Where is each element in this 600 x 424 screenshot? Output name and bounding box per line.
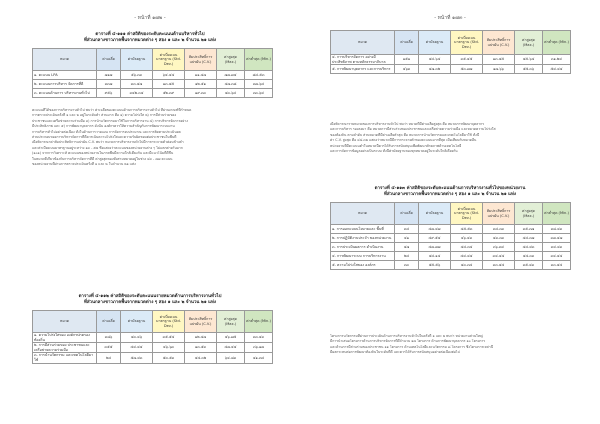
value-cell: ๓๕๕: [97, 343, 121, 353]
column-header: ค่าเฉลี่ย: [97, 311, 121, 333]
value-cell: ๓๓: [395, 261, 419, 270]
paragraph-line: และการบริหาร รองลงมา คือ หมวดการมีส่วนร่วมของประชาชนและเครือข่ายความร่วมมือ และหมวดความโปร่งใส: [330, 127, 496, 132]
value-cell: ๔๗.๓๒: [419, 65, 451, 74]
value-cell: ๔๔.๔๔: [121, 343, 153, 353]
paragraph-line: โครงการนวัตกรรมที่ผ่านการประเมินด้านการบริหารงานทั่วไปในครั้งที่ ๑ และ ๒ พบว่า หน่วยงานส่วนใหญ่: [330, 334, 483, 338]
stats-table: [32, 48, 273, 98]
value-cell: ๑๑.๔๗: [185, 71, 217, 80]
paragraph-line: การตรวจประเมินครั้งที่ ๑ และ ๒ อยู่ในระดับต่ำ ส่วนมาก คือ ๑) ความโปร่งใส ๒) การมีส่วนร่วมของ: [32, 113, 177, 118]
value-cell: ๗๗.๗๔: [217, 71, 245, 80]
row-label-cell: ๑. การออกแบบนโยบายและ พื้นที่: [331, 225, 395, 234]
paragraph-line: ของท้องถิ่น ตามลำดับ ส่วนหมวดที่มีค่าเฉลี่ยต่ำสุด คือ หมวดการนำนวัตกรรมและเทคโนโลยีมาใช้ ทั้งนี้: [330, 132, 480, 137]
column-header: ค่าเบี่ยงเบนมาตรฐาน (Std. Dev.): [153, 49, 185, 71]
table-row: [33, 80, 273, 89]
row-label-cell: ๕. ความโปร่งใสของ องค์กร: [331, 261, 395, 270]
value-cell: ๓๔.๔๔: [483, 252, 515, 261]
value-cell: ๕๕.๕๖: [419, 261, 451, 270]
value-cell: ๓๗.๖๔: [245, 80, 273, 89]
column-header: ค่าเบี่ยงเบนมาตรฐาน (Std. Dev.): [451, 31, 483, 55]
row-label-cell: ๑. คะแนน LPA: [33, 71, 97, 80]
value-cell: ๔๗.๓๘: [217, 80, 245, 89]
column-header: ค่าเบี่ยงเบนมาตรฐาน (Std. Dev.): [451, 203, 483, 225]
paragraph-line: ในหมวดที่เกี่ยวข้องกับการบริหารจัดการที่ดี ค่าสูงสุดของทั้งสามหมวดอยู่ในช่วง ๔๓ - ๗๗ คะแนน: [32, 156, 173, 161]
paragraph-line: หน่วยงานที่มีคะแนนต่ำในหมวดนี้ควรได้รับการสนับสนุนเพื่อพัฒนาศักยภาพด้านเทคโนโลยี: [330, 143, 462, 148]
value-cell: ๑๓.๔๕: [153, 80, 185, 89]
paragraph-line: และการจัดการข้อมูลอย่างเป็นระบบ ทั้งนี้ค่ามัธยฐานของทุกหมวดอยู่ในระดับใกล้เคียงกัน: [330, 149, 458, 154]
value-cell: ๔๔.๓๓: [515, 252, 543, 261]
body-paragraph: [330, 122, 570, 154]
value-cell: ๑๕๑: [395, 55, 419, 65]
column-header: สัมประสิทธิ์การแปรผัน (C.V.): [185, 49, 217, 71]
table-row: [331, 65, 571, 74]
paragraph-line: ส่วนประกอบของการบริหารจัดการที่ดีควรเน้นความโปร่งใสและความรับผิดชอบต่อประชาชนในพื้นที่: [32, 135, 177, 140]
value-cell: ๔๔.๔๓: [515, 243, 543, 252]
value-cell: ๔๗.๔๗: [419, 225, 451, 234]
paragraph-line: ประชาชนและเครือข่ายความร่วมมือ ๓) การนำนวัตกรรมมาใช้ในการบริหารงาน ๔) การบริหารจัดการอย่าง: [32, 118, 188, 123]
table-row: [331, 252, 571, 261]
paragraph-line: ของหน่วยงานที่ผ่านการตรวจประเมินครั้งที่ ๑ และ ๒ ในจำนวน ๒๑ แห่ง: [32, 162, 136, 167]
value-cell: ๔๖.๔๓: [451, 234, 483, 243]
value-cell: ๓๕.๕๔: [153, 333, 185, 343]
table-title-line: ตารางที่ ๔-๑๑๓ ค่าสถิติของระดับคะแนนด้านการบริหารงานทั่วไปของหน่วยงาน: [374, 186, 526, 191]
paragraph-line: เมื่อพิจารณารายหมวดของการบริหารงานทั่วไป พบว่า หมวดที่มีค่าเฉลี่ยสูงสุด คือ หมวดการพัฒนาบุคลากร: [330, 122, 485, 126]
value-cell: ๓๔๒.๓๔: [121, 89, 153, 98]
row-label-cell: ๒. การมีส่วนร่วมของ ประชาชนและ เครือข่ายความร่วมมือ: [33, 343, 97, 353]
value-cell: ๓๕.๔๕: [451, 55, 483, 65]
paragraph-line: มีการนำเสนอโครงการด้านการบริหารจัดการที่ดีจำนวน ๑๗ โครงการ ด้านการพัฒนาบุคลากร ๑๐ โครงการ: [330, 339, 486, 344]
value-cell: ๓๔.๔๓: [543, 243, 571, 252]
page-number: - หน้าที่ ๑๗๒ -: [134, 15, 166, 21]
value-cell: ๔๓.๖๔: [217, 89, 245, 98]
row-label-cell: ๒. คะแนนการบริหาร จัดการที่ดี: [33, 80, 97, 89]
value-cell: ๕๔.๔๔: [543, 65, 571, 74]
column-header: ค่าต่ำสุด (Min.): [543, 203, 571, 225]
row-label-cell: ๕. การพัฒนาบุคลากร และการบริหาร: [331, 65, 395, 74]
body-paragraph: [330, 334, 570, 356]
value-cell: ๕๒.๓๙: [153, 89, 185, 98]
value-cell: ๖๔.๘๓: [217, 353, 245, 363]
value-cell: ๓๕.๓๗: [515, 225, 543, 234]
value-cell: ๓๔.๔๔: [543, 252, 571, 261]
value-cell: ๔๔.๓๒: [185, 353, 217, 363]
table-row: [33, 333, 273, 343]
paragraph-line: (๑๐๑) จากการวิเคราะห์ คะแนนของหน่วยงานในภาคพื้นมีความใกล้เคียงกัน และมีแนวโน้มที่ดีขึ้น: [32, 151, 174, 156]
stats-table: [32, 310, 273, 364]
column-header: สัมประสิทธิ์การแปรผัน (C.V.): [185, 311, 217, 333]
value-cell: ๒๔: [97, 353, 121, 363]
value-cell: ๑๓.๕๓: [185, 343, 217, 353]
column-header: ค่าสูงสุด (Max.): [217, 49, 245, 71]
value-cell: ๕๓.๗๗: [451, 65, 483, 74]
value-cell: ๔๗: [395, 243, 419, 252]
table-row: [33, 353, 273, 363]
value-cell: ๔๙.๕๔: [419, 234, 451, 243]
table-row: [331, 261, 571, 270]
table-title-line: ตารางที่ ๔-๑๑๒ ค่าสถิติของระดับคะแนนรายหมวดด้านการบริหารงานทั่วไป: [78, 294, 222, 299]
row-label-cell: ๔. การพัฒนาระบบ การบริหารงาน: [331, 252, 395, 261]
column-header: หมวด: [331, 31, 395, 55]
right-page: [300, 0, 600, 424]
value-cell: ๓๔.๓๓: [483, 225, 515, 234]
column-header: ค่ามัธยฐาน: [419, 31, 451, 55]
paragraph-line: การบริหารทั่วไปอย่างต่อเนื่อง ทั้งในด้านการวางแผน การจัดการงบประมาณ และการติดตามประเมินผล: [32, 129, 181, 134]
column-header: สัมประสิทธิ์การแปรผัน (C.V.): [483, 31, 515, 55]
value-cell: ๑๓.๔๕: [483, 55, 515, 65]
value-cell: ๕๓.๕๓: [153, 353, 185, 363]
row-label-cell: ๑. ความโปร่งใสของ องค์กรปกครองท้องถิ่น: [33, 333, 97, 343]
value-cell: ๓๑.๒๔: [543, 55, 571, 65]
value-cell: ๔๓.๔๖: [121, 333, 153, 343]
value-cell: ๘๔.๕๓: [245, 71, 273, 80]
column-header: ค่าต่ำสุด (Min.): [543, 31, 571, 55]
value-cell: ๔๔.๖๔: [419, 55, 451, 65]
paragraph-line: และค่าเบี่ยงเบนมาตรฐานอยู่ระหว่าง ๑๓ - ๕๒ ซึ่งแสดงว่าคะแนนของหน่วยงานต่าง ๆ ไม่แตกต่างกันมาก: [32, 145, 183, 150]
value-cell: ๓๘.๔๓: [543, 225, 571, 234]
table-row: [33, 71, 273, 80]
table-row: [331, 234, 571, 243]
table-title-line: ที่ส่วนกลางชาวภาคพื้นจากหมวดต่าง ๆ สอง ๑ และ ๒ จำนวน ๒๑ แห่ง: [83, 38, 217, 43]
table-title: [60, 32, 240, 44]
table-title: [60, 294, 240, 306]
table-row: [33, 343, 273, 353]
paragraph-line: เมื่อพิจารณาค่าสัมประสิทธิ์การแปรผัน C.V. พบว่า หมวดการบริหารงานทั่วไปมีการกระจายตัวค่อนข้างต่ำ: [32, 140, 184, 145]
value-cell: ๗๑๗: [97, 71, 121, 80]
column-header: ค่ามัธยฐาน: [419, 203, 451, 225]
column-header: ค่าเฉลี่ย: [97, 49, 121, 71]
column-header: ค่าเบี่ยงเบนมาตรฐาน (Std. Dev.): [153, 311, 185, 333]
value-cell: ๔๖๓: [395, 65, 419, 74]
column-header: หมวด: [33, 311, 97, 333]
paragraph-line: มีประสิทธิภาพ และ ๕) การพัฒนาบุคลากร ดังนั้น องค์กรควรให้ความสำคัญกับการพัฒนาระบบงาน: [32, 124, 175, 129]
value-cell: ๔๓.๓๓: [483, 234, 515, 243]
value-cell: ๓๓.๔๗: [121, 80, 153, 89]
row-label-cell: ๔. การบริหารจัดการ อย่างมีประสิทธิภาพ ตามหลักธรรมาภิบาล: [331, 55, 395, 65]
value-cell: ๓๓.๔๓: [245, 333, 273, 343]
value-cell: ๓๓๗: [97, 80, 121, 89]
column-header: สัมประสิทธิ์การแปรผัน (C.V.): [483, 203, 515, 225]
row-label-cell: ๓. การนำนวัตกรรม และเทคโนโลยีมาใช้: [33, 353, 97, 363]
value-cell: ๓๔: [395, 225, 419, 234]
value-cell: ๒๔: [395, 252, 419, 261]
column-header: หมวด: [331, 203, 395, 225]
value-cell: ๓๖.๑๗: [245, 343, 273, 353]
body-paragraph: [32, 108, 272, 167]
value-cell: ๔๗.๗๗: [419, 243, 451, 252]
value-cell: ๔๕.๖๔: [515, 55, 543, 65]
value-cell: ๓๓.๔๔: [543, 261, 571, 270]
value-cell: ๓๖.๓๔: [483, 243, 515, 252]
paragraph-line: คะแนนที่ได้ของการบริหารงานทั่วไป พบว่า ค่าเฉลี่ยของคะแนนด้านการบริหารงานทั่วไป ที่ผ่านเกณฑ์ที่กำหนด: [32, 108, 192, 112]
column-header: ค่ามัธยฐาน: [121, 49, 153, 71]
page-number: - หน้าที่ ๑๗๓ -: [434, 15, 466, 21]
value-cell: ๖๔.๔๔: [153, 71, 185, 80]
column-header: ค่าเฉลี่ย: [395, 31, 419, 55]
value-cell: ๕๗.๔๓: [121, 353, 153, 363]
stats-table: [330, 202, 571, 270]
row-label-cell: ๓. การประเมินผลการ ดำเนินงาน: [331, 243, 395, 252]
table-title-line: ตารางที่ ๔-๑๑๑ ค่าสถิติของระดับคะแนนด้านบริหารทั่วไป: [95, 32, 205, 37]
value-cell: ๓๗.๔๗: [543, 234, 571, 243]
row-label-cell: ๒. การปฏิบัติงานประจำ ของหน่วยงาน: [331, 234, 395, 243]
value-cell: ๔๑: [395, 234, 419, 243]
column-header: หมวด: [33, 49, 97, 71]
value-cell: ๔๓.๓๔: [451, 261, 483, 270]
value-cell: ๙๕๖: [97, 89, 121, 98]
value-cell: ๔๖.๗๕: [217, 333, 245, 343]
value-cell: ๔๖.๖๓: [153, 343, 185, 353]
value-cell: ๓๘๖: [97, 333, 121, 343]
column-header: ค่าสูงสุด (Max.): [515, 203, 543, 225]
table-row: [331, 225, 571, 234]
value-cell: ๑๒.๔๗: [185, 333, 217, 343]
table-title: [355, 186, 545, 198]
value-cell: ๔๕.๕๓: [451, 225, 483, 234]
value-cell: ๔๔.๑๔: [419, 252, 451, 261]
column-header: ค่าต่ำสุด (Min.): [245, 49, 273, 71]
row-label-cell: ๓. คะแนนด้านการ บริหารงานทั่วไป: [33, 89, 97, 98]
column-header: ค่าต่ำสุด (Min.): [245, 311, 273, 333]
value-cell: ๑๙.๓๓: [185, 89, 217, 98]
table-title-line: ที่ส่วนกลางชาวภาคพื้นจากหมวดต่าง ๆ สอง ๑ และ ๒ จำนวน ๒๑ แห่ง: [383, 192, 517, 197]
table-title-line: ที่ส่วนกลางชาวภาคพื้นจากหมวดต่าง ๆ สอง ๑ และ ๒ จำนวน ๒๑ แห่ง: [83, 300, 217, 305]
value-cell: ๓๓.๖๔: [245, 89, 273, 98]
paragraph-line: มีผลกระทบต่อการพัฒนาท้องถิ่นในระดับที่ดี และควรได้รับการสนับสนุนอย่างต่อเนื่องต่อไป: [330, 350, 460, 355]
table-row: [33, 89, 273, 98]
column-header: ค่าสูงสุด (Max.): [217, 311, 245, 333]
table-row: [331, 55, 571, 65]
value-cell: ๑๗.๖๖: [483, 65, 515, 74]
value-cell: ๓๓.๔๔: [483, 261, 515, 270]
stats-table: [330, 30, 571, 74]
column-header: ค่ามัธยฐาน: [121, 311, 153, 333]
value-cell: ๓๕.๔๓: [515, 261, 543, 270]
paragraph-line: และด้านการมีส่วนร่วมของประชาชน ๑๑ โครงการ ด้านเทคโนโลยีและนวัตกรรม ๘ โครงการ ซึ่งโครงการเหล่านี้: [330, 344, 494, 349]
value-cell: ๔๔.๓๗: [515, 234, 543, 243]
table-row: [331, 243, 571, 252]
value-cell: ๕๖.๓๓: [121, 71, 153, 80]
value-cell: ๔๔.๔๔: [451, 252, 483, 261]
column-header: ค่าเฉลี่ย: [395, 203, 419, 225]
value-cell: ๕๕.๓๖: [515, 65, 543, 74]
paragraph-line: ค่า C.V. สูงสุด คือ ๔๔.๓๒ แสดงว่าหมวดนี้มีการกระจายตัวของคะแนนมากที่สุด เมื่อเทียบกับหมวดอื่น: [330, 138, 477, 143]
value-cell: ๔๑.๓๔: [245, 353, 273, 363]
value-cell: ๑๒.๕๑: [185, 80, 217, 89]
column-header: ค่าสูงสุด (Max.): [515, 31, 543, 55]
value-cell: ๔๗.๔๔: [217, 343, 245, 353]
value-cell: ๔๔.๓๔: [451, 243, 483, 252]
